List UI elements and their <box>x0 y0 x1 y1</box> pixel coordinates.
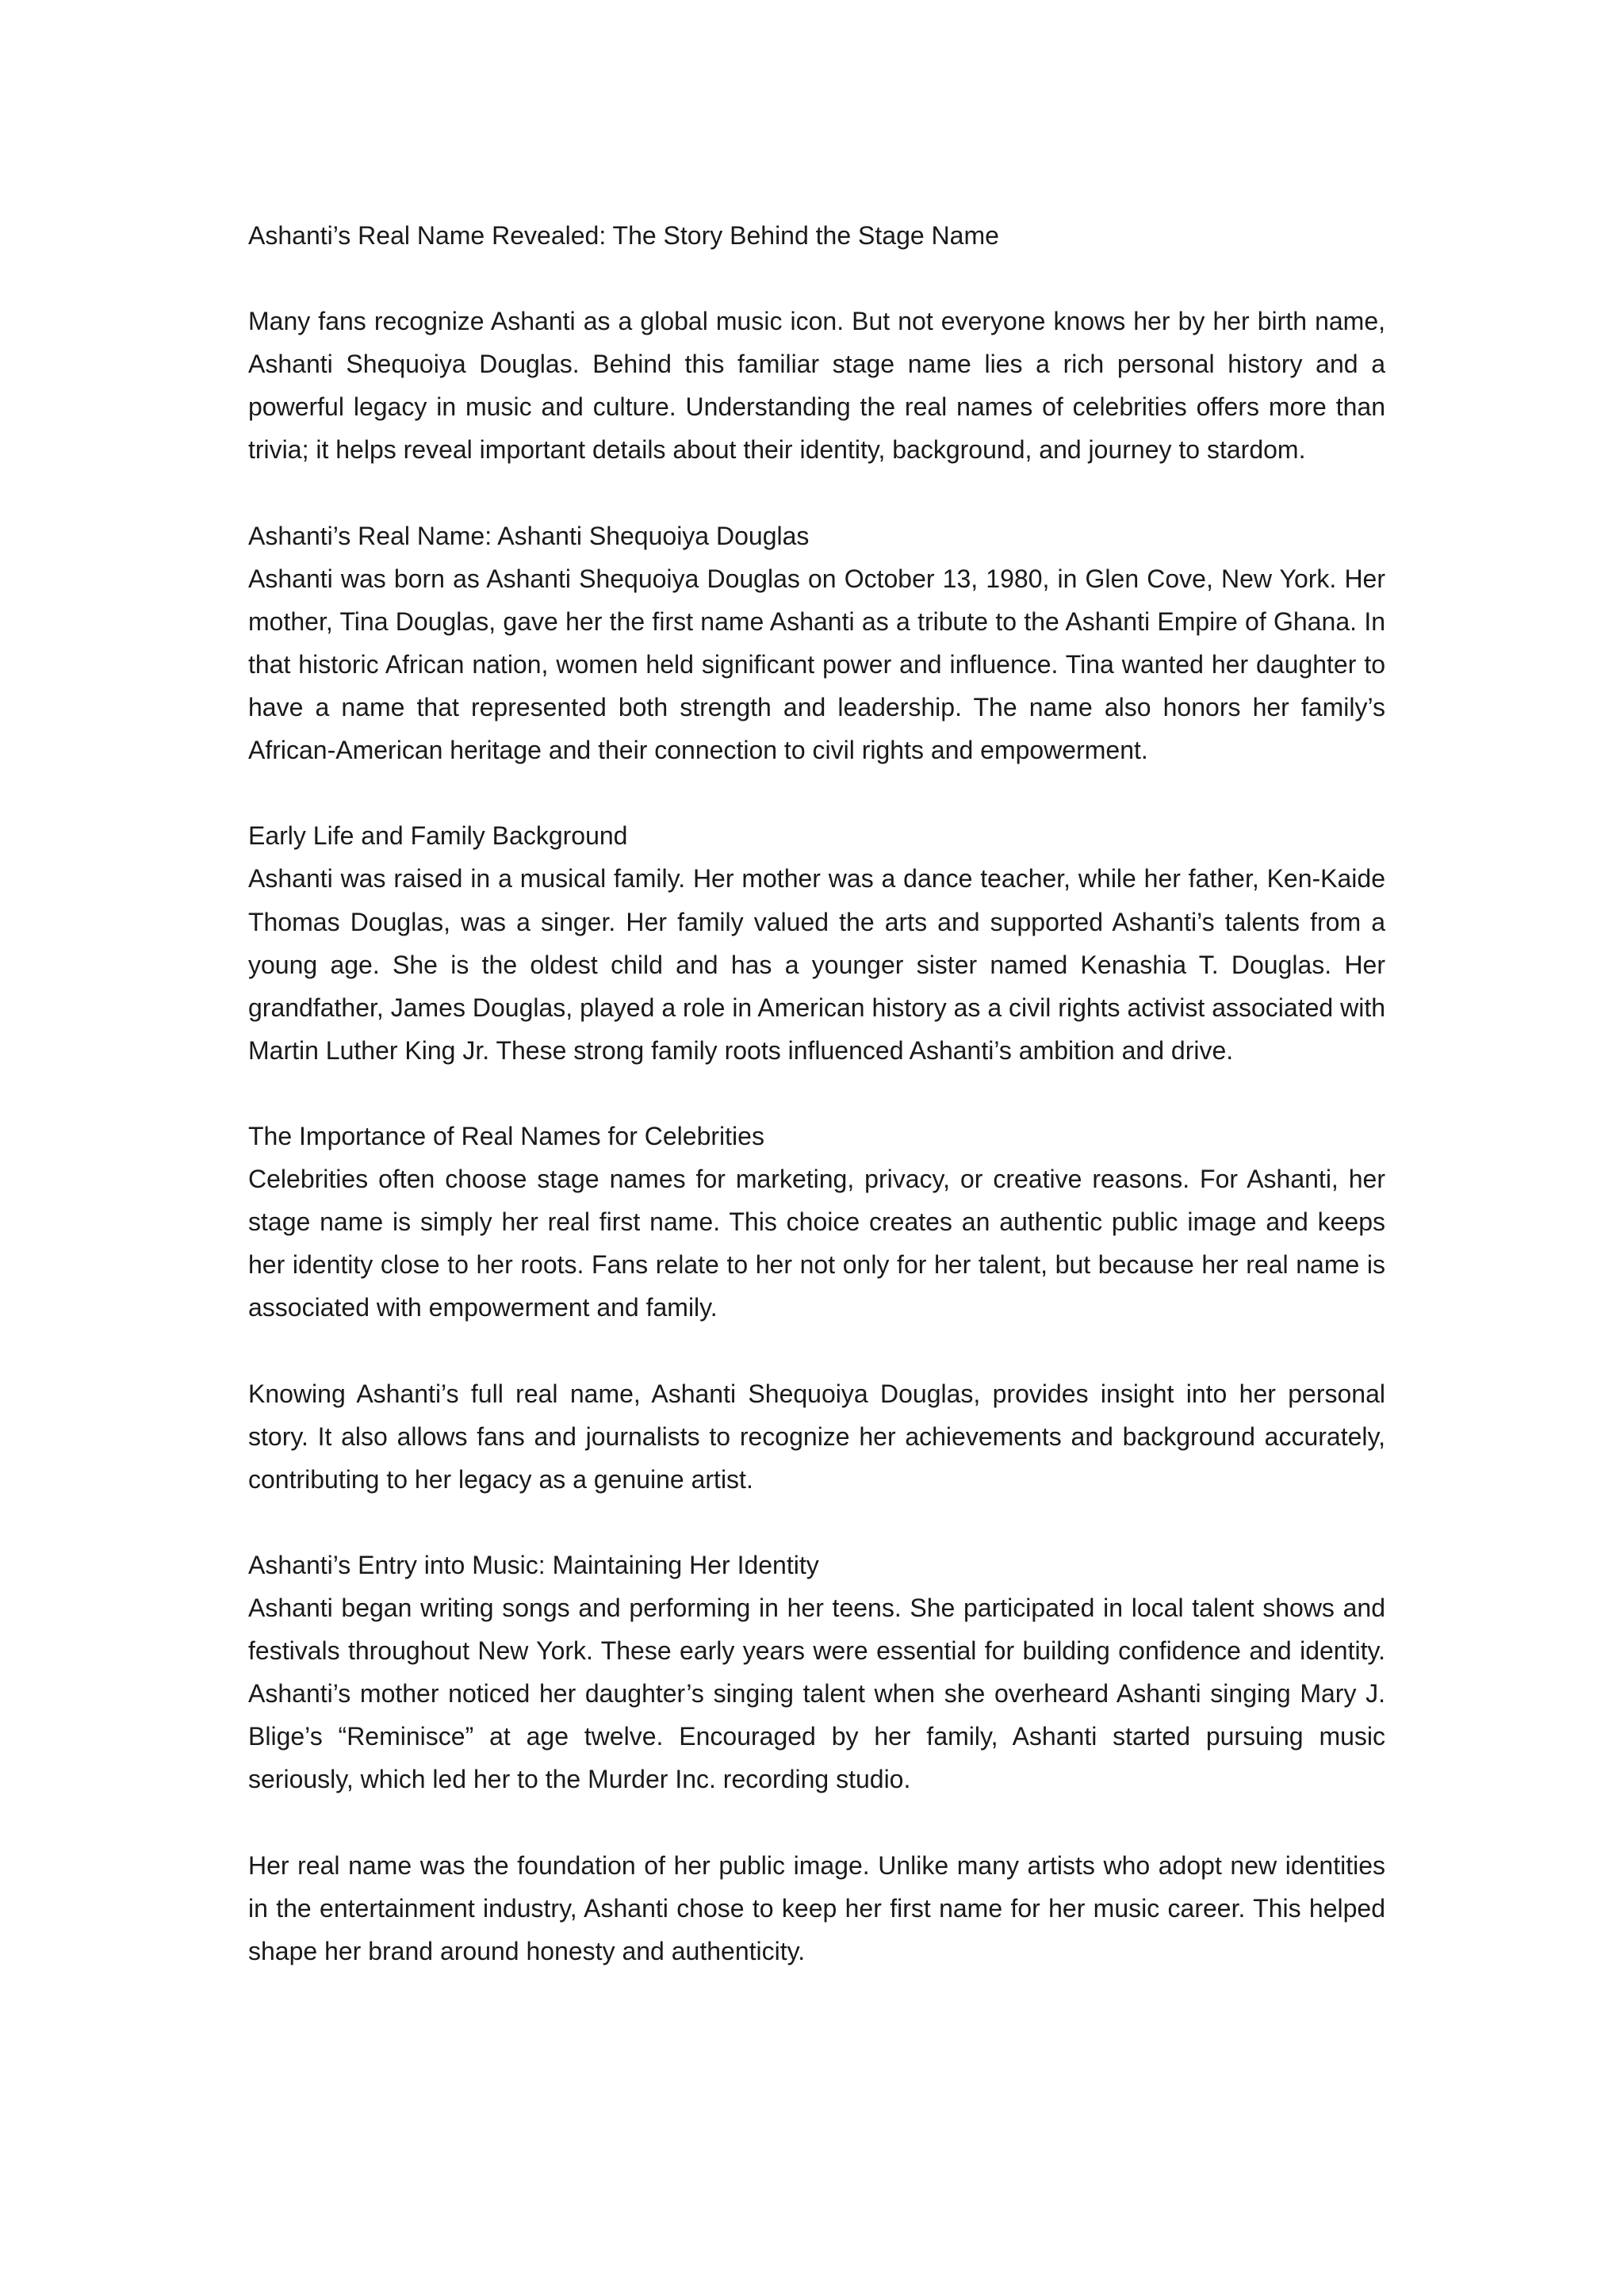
document-body <box>248 214 1385 1973</box>
intro-paragraph: Many fans recognize Ashanti as a global music icon. But not everyone knows her by her birth name, Ashanti Shequoiya Douglas. Behind this familiar stage name lies a rich personal history and a powerful legacy in music and culture. Understanding the real names of celebrities offers more than trivia; it helps reveal important details about their identity, background, and journey to stardom. <box>248 307 1385 465</box>
section-paragraph: Ashanti began writing songs and performing in her teens. She participated in local talent shows and festivals throughout New York. These early years were essential for building confidence and identity. Ashanti’s mother noticed her daughter’s singing talent when she overheard Ashanti singing Mary J. Blige’s “Reminisce” at age twelve. Encouraged by her family, Ashanti started pursuing music seriously, which led her to the Murder Inc. recording studio. <box>248 1594 1385 1794</box>
section-paragraph: Her real name was the foundation of her public image. Unlike many artists who adopt new identities in the entertainment industry, Ashanti chose to keep her first name for her music career. This helped shape her brand around honesty and authenticity. <box>248 1850 1385 1965</box>
section-paragraph: Ashanti was born as Ashanti Shequoiya Douglas on October 13, 1980, in Glen Cove, New York. Her mother, Tina Douglas, gave her the first name Ashanti as a tribute to the Ashanti Empire of Ghana. In that historic African nation, women held significant power and influence. Tina wanted her daughter to have a name that represented both strength and leadership. The name also honors her family’s African-American heritage and their connection to civil rights and empowerment. <box>248 564 1385 765</box>
section-paragraph: Knowing Ashanti’s full real name, Ashanti Shequoiya Douglas, provides insight into her personal story. It also allows fans and journalists to recognize her achievements and background accurately, contributing to her legacy as a genuine artist. <box>248 1379 1385 1494</box>
document-title: Ashanti’s Real Name Revealed: The Story Behind the Stage Name <box>248 221 999 250</box>
section-heading-music-entry: Ashanti’s Entry into Music: Maintaining Her Identity <box>248 1550 819 1579</box>
section-heading-early-life: Early Life and Family Background <box>248 821 628 851</box>
section-paragraph: Ashanti was raised in a musical family. Her mother was a dance teacher, while her father, Ken-Kaide Thomas Douglas, was a singer. Her family valued the arts and supported Ashanti’s talents from a young age. She is the oldest child and has a younger sister named Kenashia T. Douglas. Her grandfather, James Douglas, played a role in American history as a civil rights activist associated with Martin Luther King Jr. These strong family roots influenced Ashanti’s ambition and drive. <box>248 864 1385 1065</box>
section-heading-importance: The Importance of Real Names for Celebrities <box>248 1121 764 1150</box>
section-paragraph: Celebrities often choose stage names for marketing, privacy, or creative reasons. For Ashanti, her stage name is simply her real first name. This choice creates an authentic public image and keeps her identity close to her roots. Fans relate to her not only for her talent, but because her real name is associated with empowerment and family. <box>248 1165 1385 1322</box>
section-heading-real-name: Ashanti’s Real Name: Ashanti Shequoiya Douglas <box>248 521 810 550</box>
